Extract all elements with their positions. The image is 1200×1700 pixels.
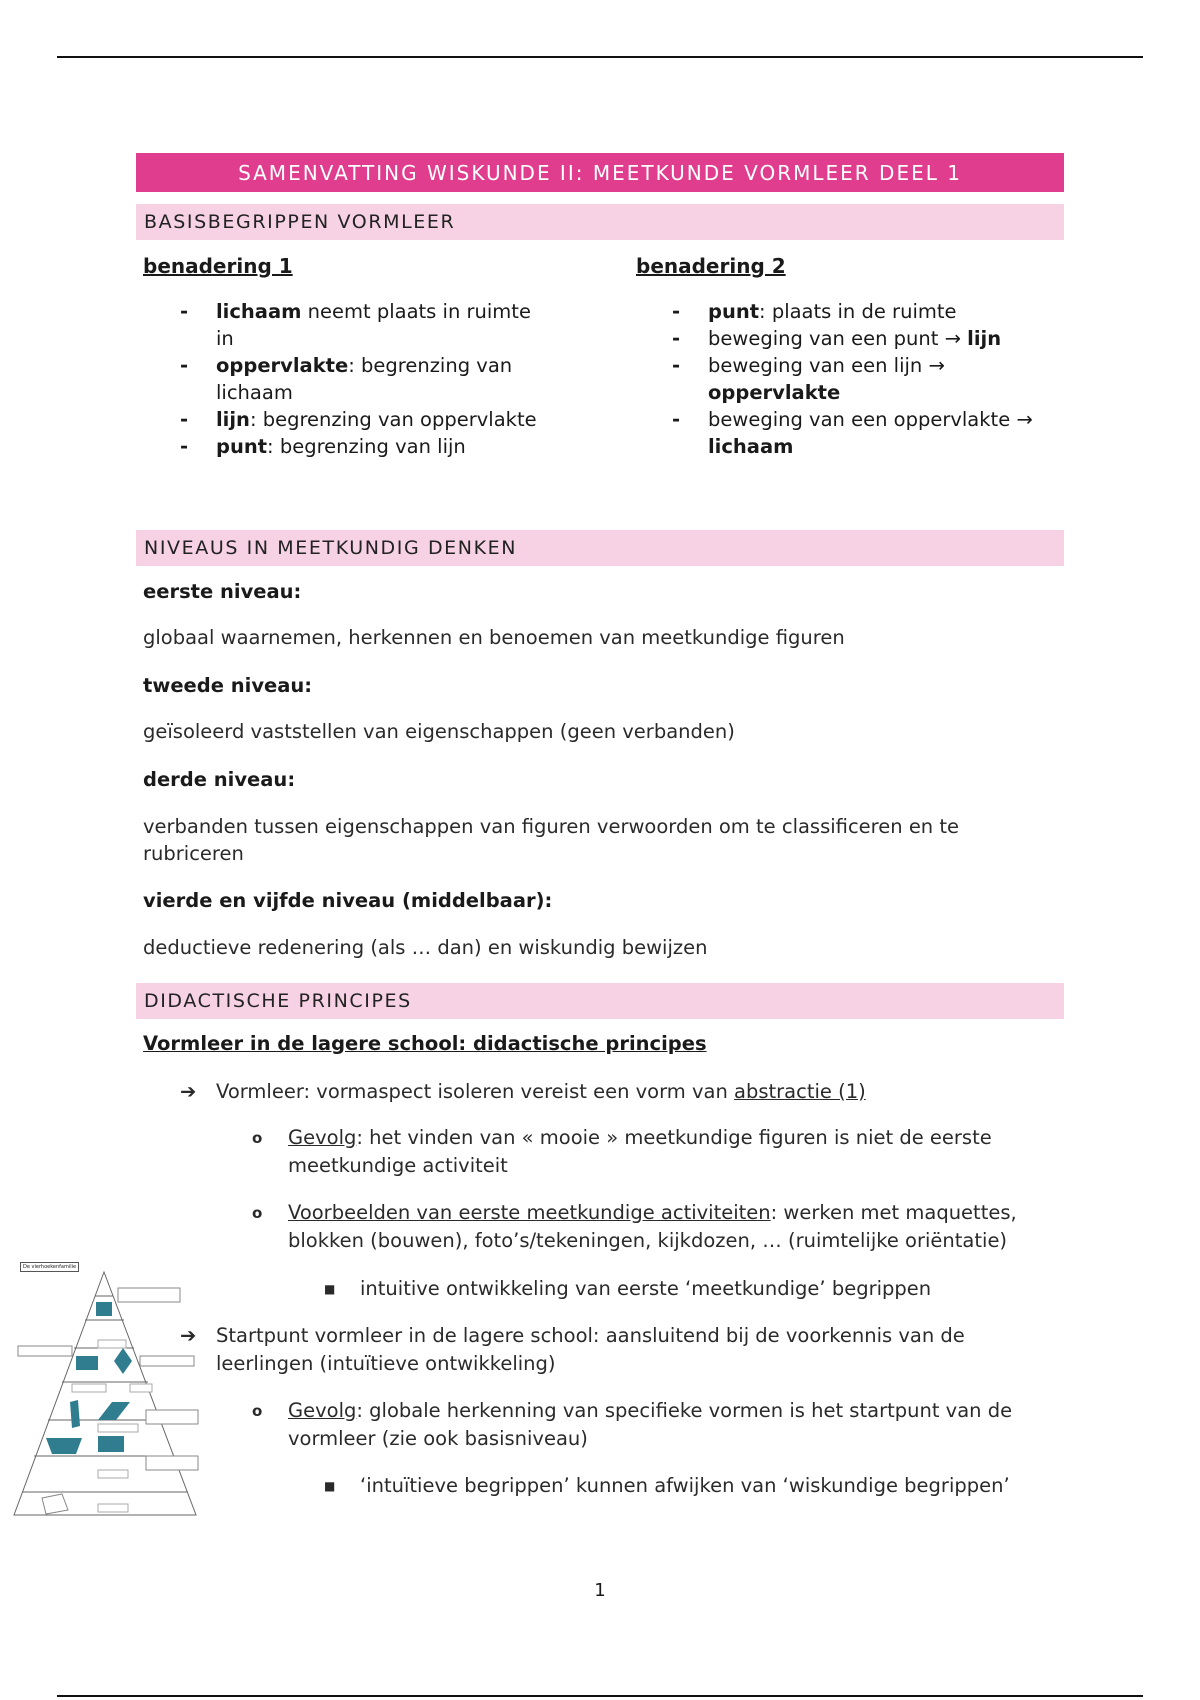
figure-tag	[98, 1340, 126, 1348]
level-3-title: derde niveau:	[143, 768, 296, 791]
circle-bullet-icon: o	[252, 1402, 263, 1420]
parallelogram-shape	[98, 1402, 130, 1420]
square-shape	[96, 1302, 112, 1316]
figure-tag	[130, 1384, 152, 1392]
level-3-text: verbanden tussen eigenschappen van figuren verwoorden om te classificeren en te rubriceren	[143, 815, 960, 865]
level-2-text: geïsoleerd vaststellen van eigenschappen (geen verbanden)	[143, 720, 735, 743]
principle-2a: o Gevolg: globale herkenning van specifieke vormen is het startpunt van de vormleer (zie ook basisniveau)	[252, 1399, 1013, 1450]
section-heading-didactische-principes: DIDACTISCHE PRINCIPES	[136, 983, 1064, 1019]
bottom-rule	[57, 1695, 1143, 1697]
figure-note-box	[118, 1288, 180, 1302]
benadering-1-list	[180, 298, 580, 460]
subsection-title: Vormleer in de lagere school: didactische principes	[143, 1032, 707, 1055]
rectangle-shape	[98, 1436, 124, 1452]
figure-tag	[98, 1504, 128, 1512]
benadering-2-list	[672, 298, 1072, 460]
top-rule	[57, 56, 1143, 58]
list-item: - punt: plaats in de ruimte	[672, 300, 957, 323]
page-number: 1	[594, 1580, 606, 1601]
level-4-text: deductieve redenering (als … dan) en wiskundig bewijzen	[143, 936, 708, 959]
level-1-text: globaal waarnemen, herkennen en benoemen van meetkundige figuren	[143, 626, 845, 649]
rhombus-shape	[114, 1348, 132, 1374]
quadrilateral-shape	[42, 1494, 68, 1514]
column-title-benadering-2: benadering 2	[636, 254, 786, 278]
figure-note-box	[146, 1410, 198, 1424]
rectangle-shape	[76, 1356, 98, 1370]
level-2-title: tweede niveau:	[143, 674, 313, 697]
quadrilateral-family-figure	[12, 1260, 202, 1522]
level-1-title: eerste niveau:	[143, 580, 302, 603]
abstractie-link[interactable]: abstractie (1)	[734, 1080, 866, 1103]
circle-bullet-icon: o	[252, 1129, 263, 1147]
parallelogram-shape	[70, 1400, 80, 1428]
list-item: - oppervlakte: begrenzing van lichaam	[180, 354, 513, 404]
principle-1b: o Voorbeelden van eerste meetkundige activiteiten: werken met maquettes, blokken (bouwen), foto’s/tekeningen, kijkdozen, … (ruimtelijke oriëntatie)	[252, 1201, 1017, 1252]
list-item: - beweging van een oppervlakte → lichaam	[672, 408, 1033, 458]
list-item: - beweging van een lijn → oppervlakte	[672, 354, 945, 404]
square-bullet-icon: ■	[324, 1479, 336, 1493]
circle-bullet-icon: o	[252, 1204, 263, 1222]
figure-tag	[98, 1470, 128, 1478]
column-title-benadering-1: benadering 1	[143, 254, 293, 278]
list-item: - beweging van een punt → lijn	[672, 327, 1002, 350]
figure-tag	[72, 1384, 106, 1392]
square-bullet-icon: ■	[324, 1282, 336, 1296]
figure-note-box	[18, 1346, 72, 1356]
level-4-title: vierde en vijfde niveau (middelbaar):	[143, 889, 553, 912]
arrow-bullet-icon: ➔	[180, 1080, 197, 1103]
principle-2a-sub: ■ ‘intuïtieve begrippen’ kunnen afwijken van ‘wiskundige begrippen’	[324, 1472, 1064, 1500]
list-item: - lijn: begrenzing van oppervlakte	[180, 408, 537, 431]
section-heading-basisbegrippen: BASISBEGRIPPEN VORMLEER	[136, 204, 1064, 240]
trapezium-shape	[46, 1438, 82, 1454]
arrow-bullet-icon: ➔	[180, 1324, 197, 1347]
figure-note-box	[146, 1456, 198, 1470]
list-item: - lichaam neemt plaats in ruimte in	[180, 300, 531, 350]
figure-note-box	[140, 1356, 194, 1366]
principle-1a: o Gevolg: het vinden van « mooie » meetkundige figuren is niet de eerste meetkundige activiteit	[252, 1126, 992, 1177]
principle-1b-sub: ■ intuitive ontwikkeling van eerste ‘meetkundige’ begrippen	[324, 1275, 1064, 1303]
pyramid-diagram	[12, 1260, 202, 1522]
document-title: SAMENVATTING WISKUNDE II: MEETKUNDE VORMLEER DEEL 1	[136, 153, 1064, 192]
figure-tag	[98, 1424, 138, 1432]
principle-1: ➔ Vormleer: vormaspect isoleren vereist een vorm van abstractie (1)	[180, 1078, 1080, 1106]
list-item: - punt: begrenzing van lijn	[180, 435, 466, 458]
figure-label: De vierhoekenfamilie	[20, 1262, 79, 1272]
principle-2: ➔ Startpunt vormleer in de lagere school: aansluitend bij de voorkennis van de leerlingen (intuïtieve ontwikkeling)	[180, 1324, 965, 1375]
section-heading-niveaus: NIVEAUS IN MEETKUNDIG DENKEN	[136, 530, 1064, 566]
